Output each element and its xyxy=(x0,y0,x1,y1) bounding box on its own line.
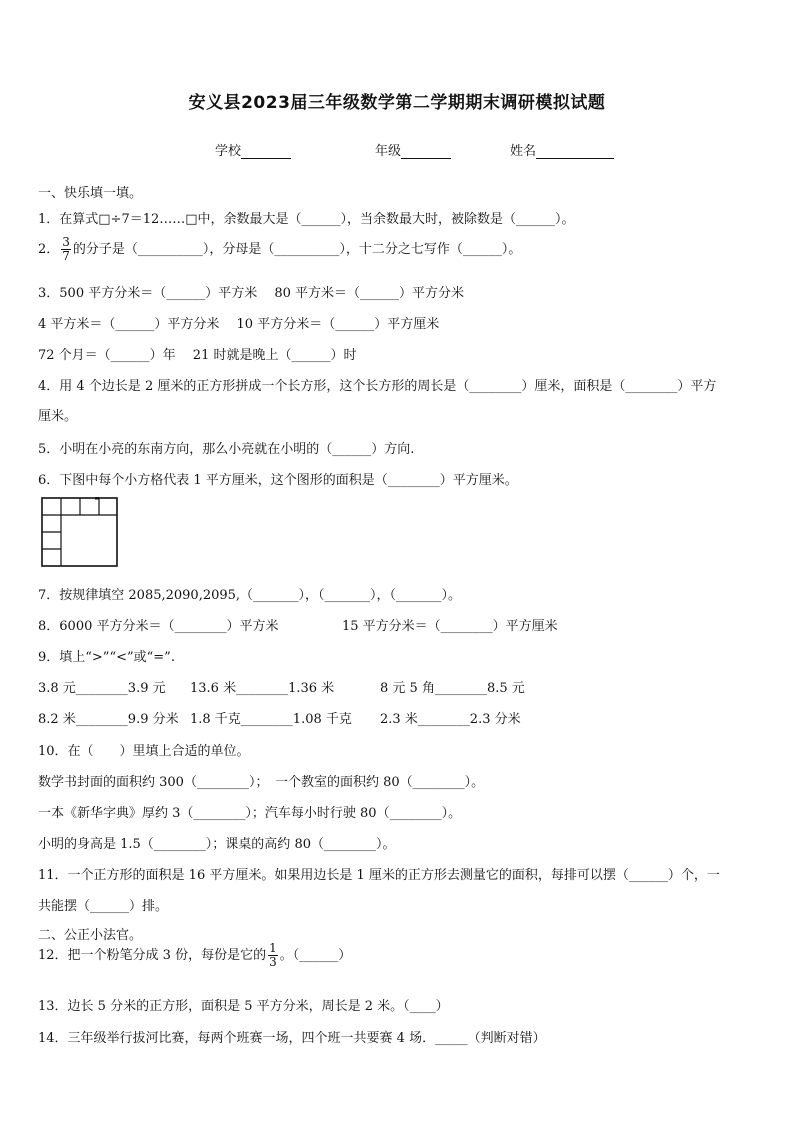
question-9-row-2-b: 1.8 千克________1.08 千克 xyxy=(190,712,352,727)
fraction-1-3 xyxy=(268,942,278,969)
question-9-row-1-b: 13.6 米________1.36 米 xyxy=(190,681,335,696)
question-1: 1．在算式□÷7＝12……□中，余数最大是（______），当余数最大时，被除数是（______）。 xyxy=(38,212,575,227)
school-field xyxy=(215,140,291,159)
question-12 xyxy=(38,942,351,969)
fraction-3-7 xyxy=(61,236,71,263)
question-10-line-1: 数学书封面的面积约 300（________）； 一个教室的面积约 80（________）。 xyxy=(38,775,485,790)
question-3-line-1: 3．500 平方分米＝（______）平方米 80 平方米＝（______）平方分米 xyxy=(38,286,465,301)
question-3-line-2: 4 平方米＝（______）平方分米 10 平方分米＝（______）平方厘米 xyxy=(38,317,440,332)
page-title: 安义县2023届三年级数学第二学期期末调研模拟试题 xyxy=(188,93,606,113)
question-10: 10．在（ ）里填上合适的单位。 xyxy=(38,744,250,759)
question-12-answer: 。（______） xyxy=(279,948,352,963)
grid-figure xyxy=(41,497,121,569)
question-8-a: 8．6000 平方分米＝（________）平方米 xyxy=(38,619,279,634)
question-7: 7．按规律填空 2085,2090,2095,（_______），（_______），（_______）。 xyxy=(38,588,462,603)
question-9-row-1-a: 3.8 元________3.9 元 xyxy=(38,681,166,696)
question-6: 6．下图中每个小方格代表 1 平方厘米，这个图形的面积是（________）平方厘米。 xyxy=(38,473,518,488)
question-2 xyxy=(38,236,521,263)
school-label: 学校 xyxy=(215,144,242,159)
question-5: 5．小明在小亮的东南方向，那么小亮就在小明的（______）方向. xyxy=(38,442,415,457)
name-label: 姓名 xyxy=(510,144,537,159)
grade-label: 年级 xyxy=(375,144,402,159)
grade-field xyxy=(375,140,451,159)
grade-blank[interactable] xyxy=(401,144,451,159)
section-2-heading: 二、公正小法官。 xyxy=(38,928,143,943)
fraction-denominator: 3 xyxy=(269,955,277,969)
name-blank[interactable] xyxy=(536,144,614,159)
question-3-line-3: 72 个月＝（______）年 21 时就是晚上（______）时 xyxy=(38,348,357,363)
question-13: 13．边长 5 分米的正方形，面积是 5 平方分米，周长是 2 米。（____） xyxy=(38,999,449,1014)
question-9: 9．填上“>”“<”或“=”. xyxy=(38,650,175,665)
question-10-line-2: 一本《新华字典》厚约 3（________）；汽车每小时行驶 80（________）。 xyxy=(38,806,462,821)
question-9-row-2-c: 2.3 米________2.3 分米 xyxy=(380,712,521,727)
question-4-line-2: 厘米。 xyxy=(38,409,78,424)
question-14: 14．三年级举行拔河比赛，每两个班赛一场，四个班一共要赛 4 场．_____（判断对错） xyxy=(38,1031,546,1046)
question-8-b: 15 平方分米＝（________）平方厘米 xyxy=(342,619,558,634)
question-9-row-1-c: 8 元 5 角________8.5 元 xyxy=(380,681,525,696)
question-9-row-2-a: 8.2 米________9.9 分米 xyxy=(38,712,179,727)
fraction-denominator: 7 xyxy=(62,249,70,263)
question-4-line-1: 4．用 4 个边长是 2 厘米的正方形拼成一个长方形，这个长方形的周长是（________）厘米，面积是（________）平方 xyxy=(38,379,717,394)
fraction-numerator: 3 xyxy=(62,235,70,249)
fraction-numerator: 1 xyxy=(269,941,277,955)
question-2-text: 的分子是（__________），分母是（__________），十二分之七写作（______）。 xyxy=(72,242,522,257)
school-blank[interactable] xyxy=(241,144,291,159)
question-12-text: 12．把一个粉笔分成 3 份，每份是它的 xyxy=(38,948,267,963)
question-11-line-2: 共能摆（______）排。 xyxy=(38,899,169,914)
question-2-prefix: 2． xyxy=(38,242,60,257)
section-1-heading: 一、快乐填一填。 xyxy=(38,186,143,201)
question-10-line-3: 小明的身高是 1.5（________）；课桌的高约 80（________）。 xyxy=(38,837,396,852)
question-11-line-1: 11．一个正方形的面积是 16 平方厘米。如果用边长是 1 厘米的正方形去测量它的面积，每排可以摆（______）个，一 xyxy=(38,868,720,883)
name-field xyxy=(510,140,614,159)
